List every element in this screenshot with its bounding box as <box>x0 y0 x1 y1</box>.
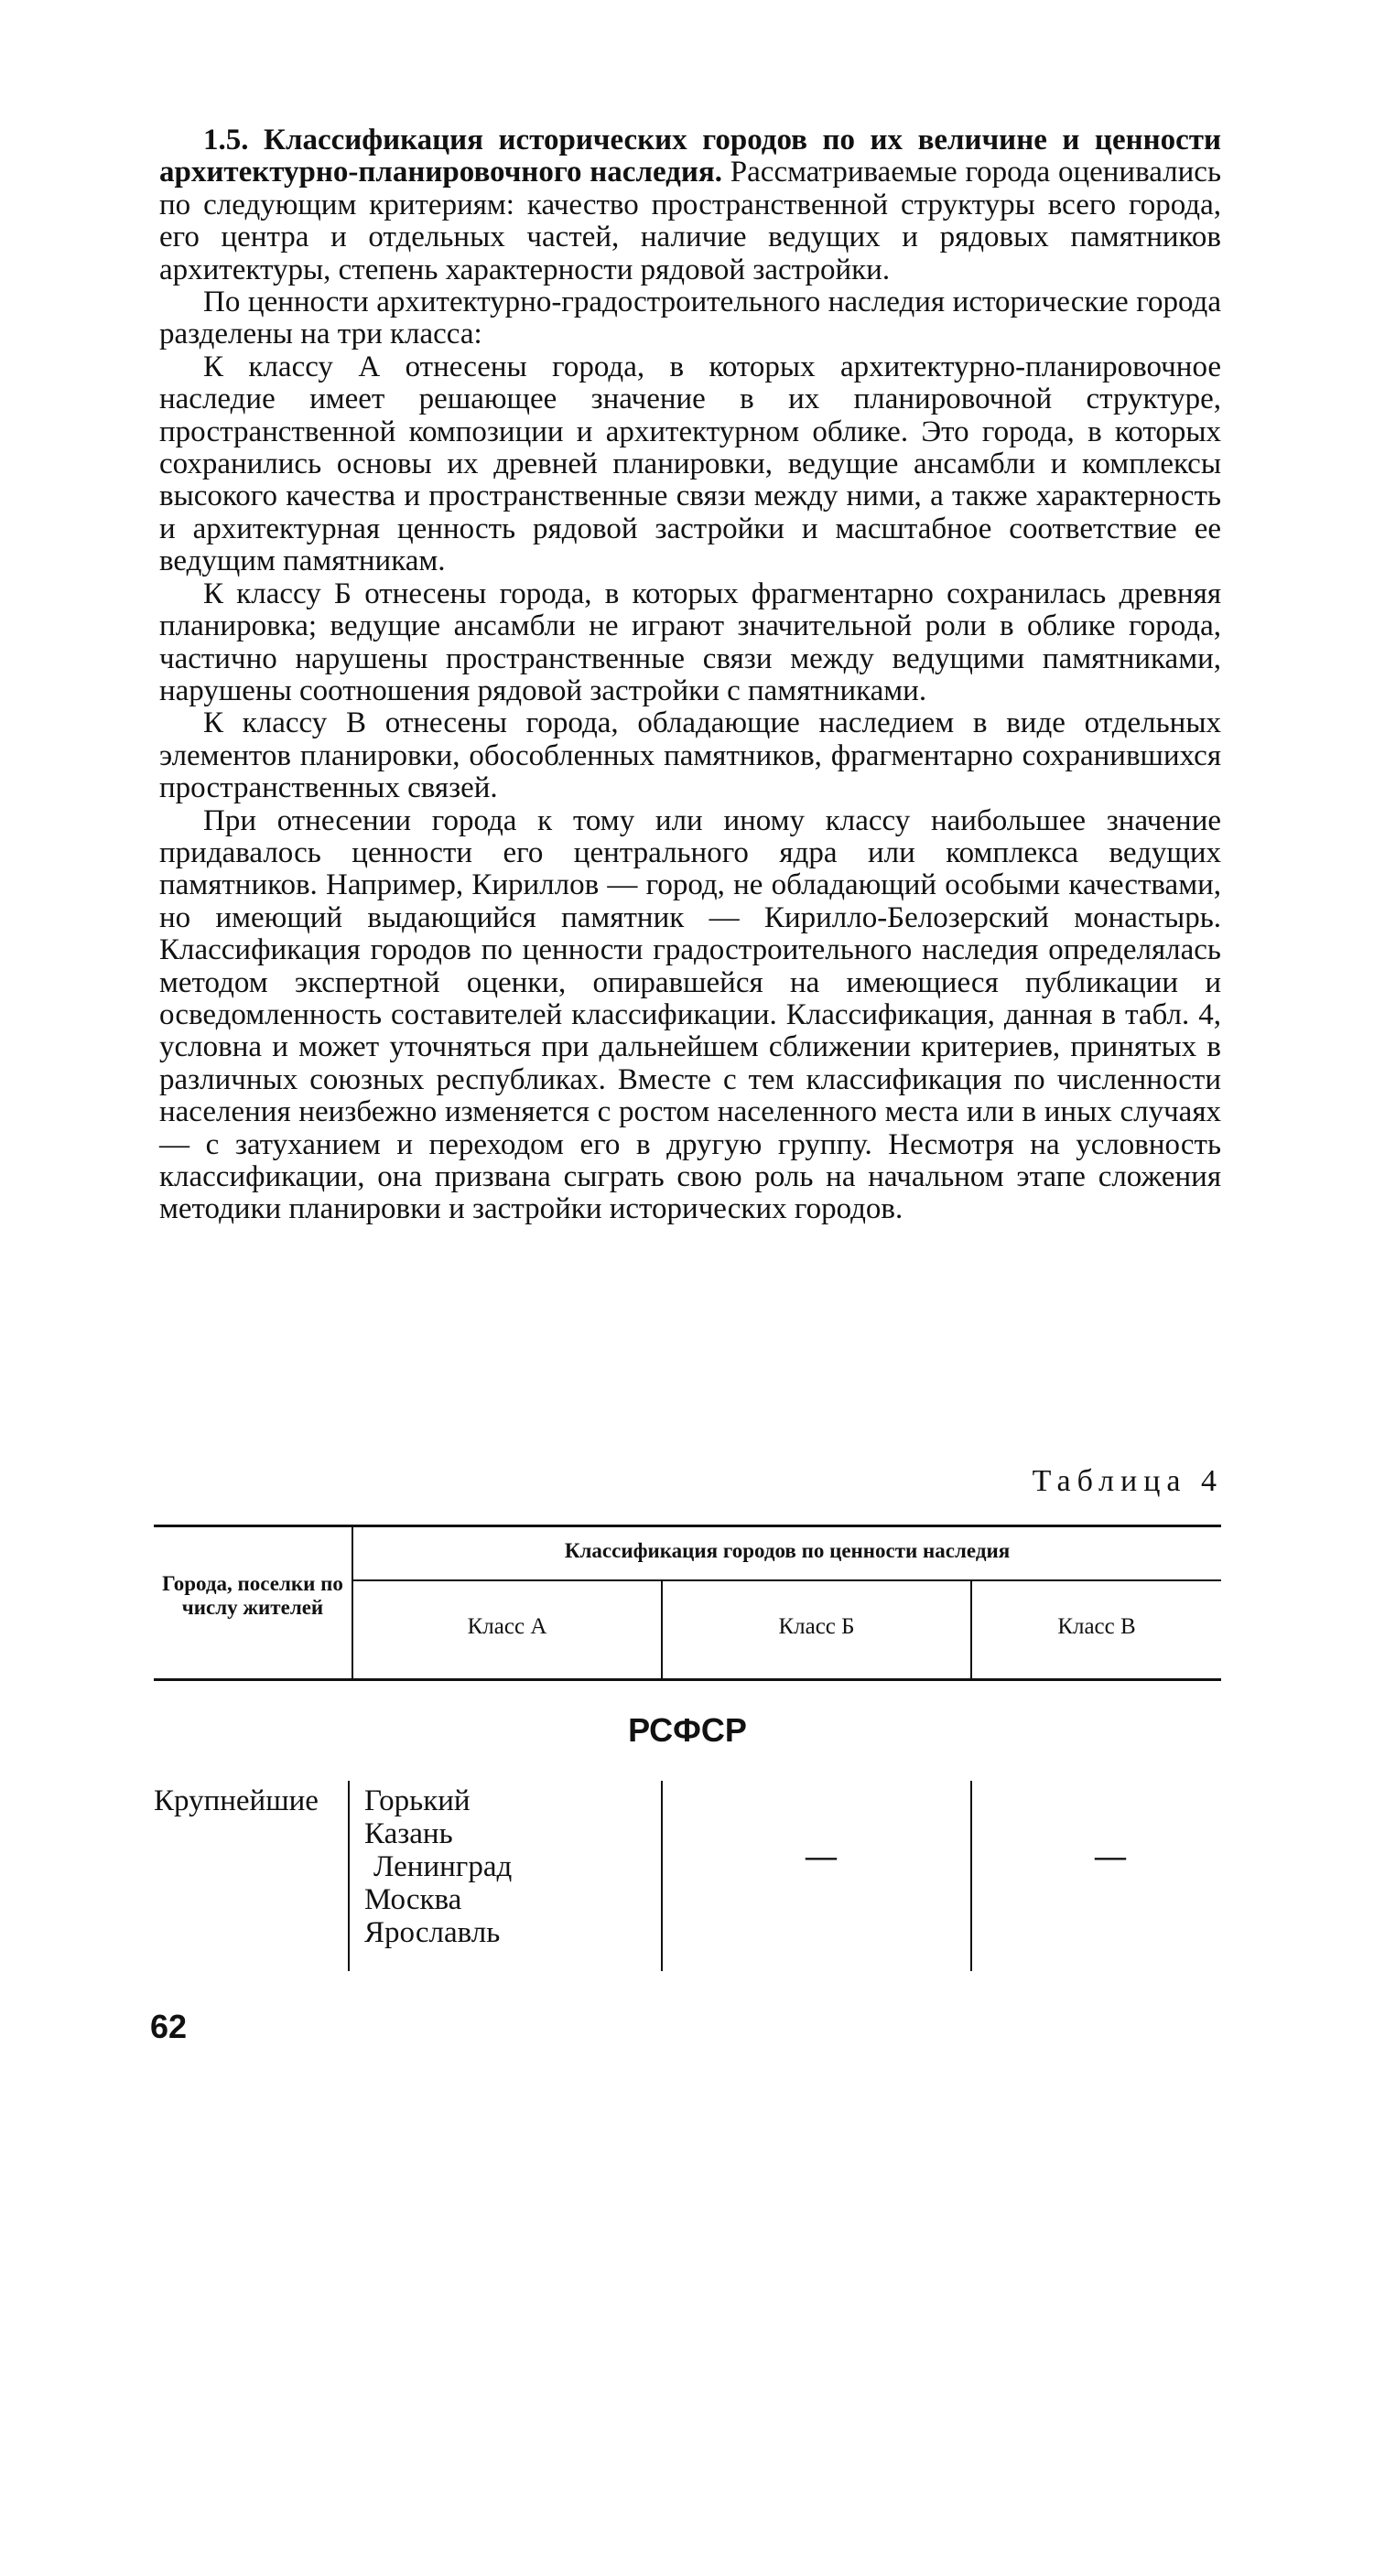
class-b-header: Класс Б <box>778 1614 855 1639</box>
paragraph-class-v: К классу В отнесены города, обладающие наследием в виде отдельных элементов планировки, обособленных памятников, фрагментарно сохранившихся пространственных связей. <box>159 706 1221 805</box>
class-v-empty-dash: — <box>1095 1839 1126 1873</box>
body-text <box>159 124 1221 1226</box>
class-a-header: Класс А <box>467 1614 547 1639</box>
list-item: Москва <box>364 1883 462 1916</box>
table-header-bottom-rule <box>154 1678 1221 1681</box>
group-header-rule <box>353 1579 1221 1581</box>
region-title: РСФСР <box>628 1711 747 1749</box>
paragraph-class-a: К классу А отнесены города, в которых архитектурно-планировочное наследие имеет решающее значение в их планировочной структуре, пространственной композиции и архитектурном облике. Это города, в которых сохранились основы их древней планировки, ведущие ансамбли и комплексы высокого качества и пространственные связи между ними, а также характерность и архитектурная ценность рядовой застройки и масштабное соответствие ее ведущим памятникам. <box>159 350 1221 578</box>
body-divider-first <box>348 1781 350 1971</box>
paragraph-classes-intro: По ценности архитектурно-градостроительного наследия исторические города разделены на три класса: <box>159 286 1221 351</box>
class-v-header: Класс В <box>1057 1614 1136 1639</box>
paragraph-class-b: К классу Б отнесены города, в которых фрагментарно сохранилась древняя планировка; ведущие ансамбли не играют значительной роли в облике города, частично нарушены пространственные связи между ведущими памятниками, нарушены соотношения рядовой застройки с памятниками. <box>159 577 1221 707</box>
class-b-empty-dash: — <box>806 1839 837 1873</box>
size-category: Крупнейшие <box>154 1784 319 1817</box>
class-a-city-list <box>364 1784 657 1949</box>
section-intro-paragraph <box>159 124 1221 286</box>
list-item: Горький <box>364 1784 471 1817</box>
list-item: Ярославль <box>364 1916 501 1949</box>
table-caption: Таблица 4 <box>1032 1464 1223 1498</box>
first-column-header: Города, поселки по числу жителей <box>162 1572 343 1619</box>
paragraph-methodology: При отнесении города к тому или иному классу наибольшее значение придавалось ценности его центрального ядра или комплекса ведущих памятников. Например, Кириллов — город, не обладающий особыми качествами, но имеющий выдающийся памятник — Кирилло-Белозерский монастырь. Классификация городов по ценности градостроительного наследия определялась методом экспертной оценки, опиравшейся на имеющиеся публикации и осведомленность составителей классификации. Классификация, данная в табл. 4, условна и может уточняться при дальнейшем сближении критериев, принятых в различных союзных республиках. Вместе с тем классификация по численности населения неизбежно изменяется с ростом населенного места или в иных случаях — с затуханием и переходом его в другую группу. Несмотря на условность классификации, она призвана сыграть свою роль на начальном этапе сложения методики планировки и застройки исторических городов. <box>159 803 1221 1226</box>
body-divider-a-b <box>661 1781 663 1971</box>
section-heading: 1.5. Классификация исторических городов по их величине и ценности архитектурно-планировочного наследия. <box>159 124 1221 189</box>
page-number: 62 <box>150 2008 188 2045</box>
body-divider-b-v <box>970 1781 972 1971</box>
list-item: Ленинград <box>373 1850 513 1883</box>
group-header: Классификация городов по ценности наследия <box>564 1539 1011 1562</box>
list-item: Казань <box>364 1817 453 1850</box>
section-heading-continuation: Рассматриваемые города оценивались по следующим критериям: качество пространственной структуры всего города, его центра и отдельных частей, наличие ведущих и рядовых памятников архитектуры, степень характерности рядовой застройки. <box>159 156 1222 286</box>
table-top-rule <box>154 1525 1221 1527</box>
classification-table <box>154 1519 1221 2576</box>
